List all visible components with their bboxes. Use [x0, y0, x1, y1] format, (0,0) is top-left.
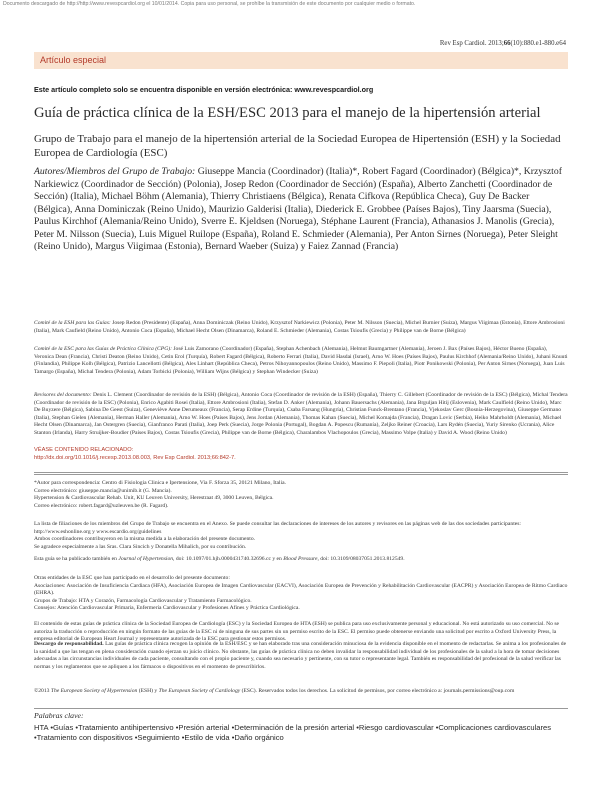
keyword: Seguimiento: [137, 733, 180, 742]
authors-list: [34, 166, 568, 254]
article-category: Artículo especial: [40, 55, 107, 65]
disclaimer-text: Las guías de práctica clínica recogen la opinión de la ESH/ESC y se han elaborado tras una consideración minuciosa de la evidencia disponible en el momento de redactarlas. Se anima a los profesionales de la sanidad a que las tengan en plena consideración cuando ejerzan su juicio clínico. No obstante, las guías de práctica clínica no deben invalidar la responsabilidad individual de los profesionales de la salud a la hora de tomar decisiones adecuadas a las circunstancias individuales de cada paciente, consultando con el propio paciente y, cuando sea necesario y pertinente, con su tutor o representante legal. También es responsabilidad del profesional de la salud verificar las normas y los reglamentos que se apliquen a los fármacos o dispositivos en el momento de prescribirlos.: [34, 641, 567, 670]
entities-line: Grupos de Trabajo: HTA y Corazón, Farmacología Cardiovascular y Tratamiento Farmacológico.: [34, 597, 252, 604]
keywords-list: [34, 723, 568, 743]
legal-notice: El contenido de estas guías de práctica clínica de la Sociedad Europea de Cardiología (ESC) y la Sociedad Europea de HTA (ESH) se publica para uso exclusivamente personal y educacional. No está autorizado su uso comercial. No se autoriza la traducción o reproducción en ningún formato de las guías de la ESC ni de ninguna de sus partes sin un permiso escrito de la ESC. El permiso puede obtenerse enviando una solicitud por escrito a Oxford University Press, la empresa editorial de European Heart Journal y representante autorizada de la ESC para gestionar estos permisos.: [34, 621, 560, 643]
keyword: Daño orgánico: [234, 733, 284, 742]
esc-committee-label: Comité de la ESC para las Guías de Práctica Clínica (CPG):: [34, 346, 172, 352]
citation-volume: 66: [503, 40, 511, 47]
other-entities: [34, 575, 568, 613]
journal-citation: [440, 40, 566, 47]
esh-committee-members: Josep Redon (Presidente) (España), Anna Dominiczak (Reino Unido), Krzysztof Narkiewicz (Polonia), Peter M. Nilsson (Suecia), Michel Burnier (Suiza), Margus Viigimaa (Estonia), Ettore Ambrosioni (Italia), Mark Caufield (Reino Unido), Antonio Coca (España), Michael Hecht Olsen (Dinamarca), Roland E. Schmieder (Alemania), Costas Tsioufis (Grecia) y Philippe van de Borne (Bélgica): [34, 320, 565, 334]
keyword: HTA: [34, 723, 49, 732]
note-line: Se agradece especialmente a las Sras. Clara Sincich y Donatella Mihalich, por su contribución.: [34, 543, 247, 550]
authors-label: Autores/Miembros del Grupo de Trabajo:: [34, 166, 196, 177]
keyword: Determinación de la presión arterial: [234, 723, 355, 732]
related-content-link[interactable]: http://dx.doi.org/10.1016/j.recesp.2013.08.003, Rev Esp Cardiol. 2013;66:842-7.: [34, 455, 236, 461]
keyword: Complicaciones cardiovasculares: [438, 723, 552, 732]
esh-committee-label: Comité de la ESH para las Guías:: [34, 320, 111, 326]
keyword: Tratamiento antihipertensivo: [78, 723, 174, 732]
related-content: [34, 446, 568, 462]
entities-line: Asociaciones: Asociación de Insuficiencia Cardiaca (HFA), Asociación Europea de Imagen Cardiovascular (EACVI), Asociación Europea de Prevención y Rehabilitación Cardiovascular (EACPR) y Asociación Europea de Ritmo Cardiaco (EHRA).: [34, 582, 568, 597]
copyright-society: The European Society of Cardiology: [158, 688, 241, 694]
keyword: Presión arterial: [178, 723, 230, 732]
correspondence-line: Hypertension & Cardiovascular Rehab. Unit, KU Leuven University, Herestraat 49, 3000 Leuven, Bélgica.: [34, 495, 274, 502]
copyright-text: (ESH) y: [137, 688, 159, 694]
related-content-label: VÉASE CONTENIDO RELACIONADO:: [34, 447, 134, 453]
reviewers-names: Denis L. Clement (Coordinador de revisión de la ESH) (Bélgica), Antonio Coca (Coordinador de revisión de la ESH) (España), Thierry C. Gillebert (Coordinador de revisión de la ESC) (Bélgica), Michal Tendera (Coordinador de revisión de la ESC) (Polonia), Enrico Agabiti Rosei (Italia), Ettore Ambrosioni (Italia), Stefan D. Anker (Alemania), Johann Bauersachs (Alemania), Jana Brguljan Hitij (Eslovenia), Mark Caulfield (Reino Unido), Marc De Buyzere (Bélgica), Sabina De Geest (Suiza), Geneviève Anne Derumeaux (Francia), Serap Erdine (Turquía), Csaba Farsang (Hungría), Christian Funck-Brentano (Francia), Vjekoslav Gerc (Bosnia-Herzegovina), Giuseppe Germano (Italia), Stephan Gielen (Alemania), Herman Haller (Alemania), Arno W. Hoes (Países Bajos), Jens Jordan (Alemania), Thomas Kahan (Suecia), Michel Komajda (Francia), Dragan Lovic (Serbia), Heiko Mahrholdt (Alemania), Michael Hecht Olsen (Dinamarca), Jan Ostergren (Suecia), Gianfranco Parati (Italia), Joep Perk (Suecia), Jorge Polonia (Portugal), Bogdan A. Popescu (Rumanía), Zeljko Reiner (Croacia), Lars Rydén (Suecia), Yuriy Sirenko (Ucrania), Alice Stanton (Irlanda), Harry Struijker-Boudier (Países Bajos), Costas Tsioufis (Grecia), Philippe van de Borne (Bélgica), Charalambos Vlachopoulos (Grecia), Massimo Volpe (Italia) y David A. Wood (Reino Unido): [34, 392, 568, 436]
copyright: [34, 688, 568, 696]
article-subtitle: Grupo de Trabajo para el manejo de la hipertensión arterial de la Sociedad Europea de Hipertensión (ESH) y la Sociedad Europea de Cardiología (ESC): [34, 133, 561, 159]
journal-name: Journal of Hypertension: [118, 556, 174, 562]
divider: [34, 474, 568, 475]
keyword: Tratamiento con dispositivos: [36, 733, 133, 742]
correspondence-line: Correo electrónico: robert.fagard@uzleuven.be (R. Fagard).: [34, 502, 169, 509]
esc-committee-members: José Luis Zamorano (Coordinador) (España), Stephan Achenbach (Alemania), Helmut Baumgartner (Alemania), Jeroen J. Bax (Países Bajos), Héctor Bueno (España), Veronica Dean (Francia), Christi Deaton (Reino Unido), Cetin Erol (Turquía), Robert Fagard (Bélgica), Roberto Ferrari (Italia), David Hasdai (Israel), Arno W. Hoes (Países Bajos), Paulus Kirchhof (Alemania/Reino Unido), Juhani Knuuti (Finlandia), Philippe Kolh (Bélgica), Patrizio Lancellotti (Bélgica), Ales Linhart (República Checa), Petros Nihoyannopoulos (Reino Unido), Massimo F. Piepoli (Italia), Piotr Ponikowski (Polonia), Per Anton Sirnes (Noruega), Juan Luis Tamargo (España), Michal Tendera (Polonia), Adam Torbicki (Polonia), William Wijns (Bélgica) y Stephan Windecker (Suiza): [34, 346, 568, 375]
note-line: La lista de filiaciones de los miembros del Grupo de Trabajo se encuentra en el Anexo. Se puede consultar las declaraciones de intereses de los autores y revisores en las páginas web de las dos sociedades participantes: http://www.eshonline.org y www.escardio.org/guidelines: [34, 521, 521, 535]
divider: [34, 472, 568, 473]
disclaimer-label: Descargo de responsabilidad.: [34, 641, 104, 647]
article-title: Guía de práctica clínica de la ESH/ESC 2013 para el manejo de la hipertensión arterial: [34, 105, 541, 121]
keywords-label: Palabras clave:: [34, 711, 84, 720]
download-notice: Documento descargado de http://http://www.revespcardiol.org el 10/01/2014. Copia para uso personal, se prohíbe la transmisión de este documento por cualquier medio o formato.: [3, 1, 416, 7]
note-text: Esta guía se ha publicado también en: [34, 556, 119, 562]
keyword: Guías: [53, 723, 74, 732]
citation-prefix: Rev Esp Cardiol. 2013;: [439, 40, 504, 47]
copyright-text: (ESC). Reservados todos los derechos. La solicitud de permisos, por correo electrónico a: journals.permissions@oup.com: [240, 688, 515, 694]
keyword: Estilo de vida: [184, 733, 230, 742]
copyright-text: ©2013: [34, 688, 51, 694]
document-reviewers: [34, 392, 568, 438]
esc-committee: [34, 346, 568, 376]
entities-line: Consejos: Atención Cardiovascular Primaria, Enfermería Cardiovascular y Profesiones Afines y Práctica Cardiológica.: [34, 605, 300, 612]
reviewers-label: Revisores del documento:: [34, 392, 92, 398]
note-text: , doi: 10.3109/08037051.2013.812549.: [317, 556, 405, 562]
correspondence-line: Correo electrónico: giuseppe.mancia@unimib.it (G. Mancia).: [34, 487, 172, 494]
entities-line: Otras entidades de la ESC que han participado en el desarrollo del presente documento:: [34, 575, 230, 581]
correspondence: [34, 480, 568, 510]
online-availability-note: Este artículo completo solo se encuentra disponible en versión electrónica: www.revespcardiol.org: [34, 85, 374, 94]
note-text: , doi: 10.1097/01.hjh.0000431740.32696.cc y en: [173, 556, 284, 562]
disclaimer: [34, 641, 568, 671]
copublication-note: [34, 556, 568, 564]
category-bar: [34, 52, 568, 69]
copyright-society: The European Society of Hypertension: [50, 688, 138, 694]
journal-name: Blood Pressure: [283, 556, 318, 562]
authors-names: Giuseppe Mancia (Coordinador) (Italia)*, Robert Fagard (Coordinador) (Bélgica)*, Krzysztof Narkiewicz (Coordinador de Sección) (Polonia), Josep Redon (Coordinador de Sección) (España), Alberto Zanchetti (Coordinador de Sección) (Italia), Michael Böhm (Alemania), Thierry Christiaens (Bélgica), Renata Cifkova (República Checa), Guy De Backer (Bélgica), Anna Dominiczak (Reino Unido), Maurizio Galderisi (Italia), Diederick E. Grobbee (Países Bajos), Tiny Jaarsma (Suecia), Paulus Kirchhof (Alemania/Reino Unido), Sverre E. Kjeldsen (Noruega), Stéphane Laurent (Francia), Athanasios J. Manolis (Grecia), Peter M. Nilsson (Suecia), Luis Miguel Ruilope (España), Roland E. Schmieder (Alemania), Per Anton Sirnes (Noruega), Peter Sleight (Reino Unido), Margus Viigimaa (Estonia), Bernard Waeber (Suiza) y Faiez Zannad (Francia): [34, 166, 562, 252]
correspondence-line: *Autor para correspondencia: Centro di Fisiologia Clinica e Ipertensione, Via F. Sforza 35, 20121 Milano, Italia.: [34, 480, 287, 486]
citation-pages: (10):880.e1-880.e64: [510, 40, 566, 47]
affiliations-note: [34, 521, 568, 551]
keyword: Riesgo cardiovascular: [358, 723, 434, 732]
esh-committee: [34, 320, 568, 335]
divider: [34, 708, 568, 709]
note-line: Ambos coordinadores contribuyeron en la misma medida a la elaboración del presente documento.: [34, 536, 256, 543]
